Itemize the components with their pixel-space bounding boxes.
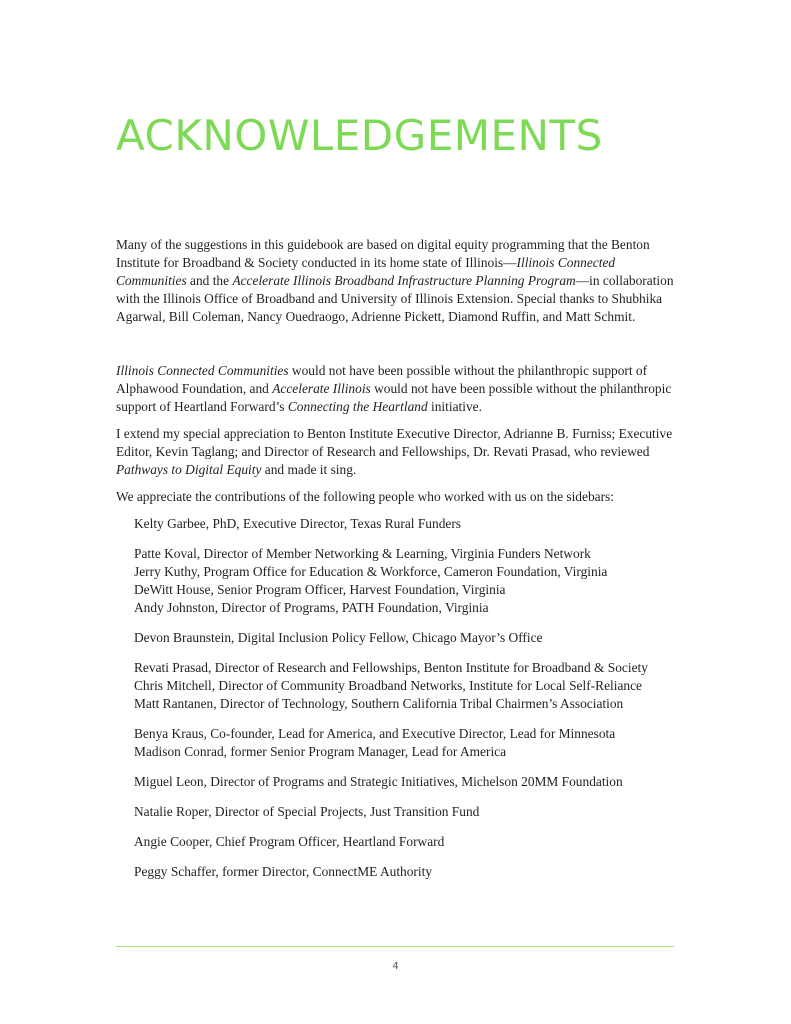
contributor-line: Miguel Leon, Director of Programs and Strategic Initiatives, Michelson 20MM Foundation — [134, 774, 623, 789]
appreciation-paragraph — [116, 425, 676, 479]
appreciation-italic-1: Pathways to Digital Equity — [116, 462, 262, 477]
support-italic-3: Connecting the Heartland — [287, 399, 428, 414]
contributor-line: Jerry Kuthy, Program Office for Education & Workforce, Cameron Foundation, Virginia — [134, 564, 608, 579]
contributor-line: Andy Johnston, Director of Programs, PATH Foundation, Virginia — [134, 600, 489, 615]
contributor-group — [134, 545, 676, 617]
contributor-group — [134, 863, 676, 881]
contributions-intro: We appreciate the contributions of the following people who worked with us on the sidebars: — [116, 489, 614, 504]
contributor-group — [134, 725, 676, 761]
contributor-line: Benya Kraus, Co-founder, Lead for America, and Executive Director, Lead for Minnesota — [134, 726, 616, 741]
contributor-line: Peggy Schaffer, former Director, ConnectME Authority — [134, 864, 433, 879]
appreciation-text-2: and made it sing. — [261, 462, 357, 477]
contributor-line: Natalie Roper, Director of Special Projects, Just Transition Fund — [134, 804, 480, 819]
body-text — [116, 236, 676, 893]
support-text-3: initiative. — [427, 399, 482, 414]
contributor-line: Devon Braunstein, Digital Inclusion Policy Fellow, Chicago Mayor’s Office — [134, 630, 543, 645]
contributor-group — [134, 629, 676, 647]
contributor-line: Matt Rantanen, Director of Technology, Southern California Tribal Chairmen’s Association — [134, 696, 624, 711]
intro-text-1: Many of the suggestions in this guidebook are based on digital equity programming that the Benton Institute for Broadband & Society conducted in its home state of Illinois— — [116, 237, 650, 270]
support-italic-1: Illinois Connected Communities — [116, 363, 289, 378]
contributor-line: DeWitt House, Senior Program Officer, Harvest Foundation, Virginia — [134, 582, 506, 597]
support-text-2: would not have been possible without the philanthropic support of Heartland Forward’s — [116, 381, 672, 414]
contributor-group — [134, 773, 676, 791]
contributor-line: Kelty Garbee, PhD, Executive Director, Texas Rural Funders — [134, 516, 461, 531]
contributor-group — [134, 515, 676, 533]
intro-text-3: —in collaboration with the Illinois Office of Broadband and University of Illinois Extension. Special thanks to Shubhika Agarwal, Bill Coleman, Nancy Ouedraogo, Adrienne Pickett, Diamond Ruffin, and Matt Schmit. — [116, 273, 674, 324]
intro-text-2: and the — [186, 273, 233, 288]
contributor-line: Madison Conrad, former Senior Program Manager, Lead for America — [134, 744, 507, 759]
contributor-line: Revati Prasad, Director of Research and Fellowships, Benton Institute for Broadband & Society — [134, 660, 648, 675]
contributor-line: Angie Cooper, Chief Program Officer, Heartland Forward — [134, 834, 445, 849]
support-text-1: would not have been possible without the philanthropic support of Alphawood Foundation, and — [116, 363, 648, 396]
intro-paragraph — [116, 236, 676, 326]
support-paragraph — [116, 362, 676, 416]
contributor-line: Chris Mitchell, Director of Community Broadband Networks, Institute for Local Self-Reliance — [134, 678, 642, 693]
contributor-group — [134, 833, 676, 851]
appreciation-text-1: I extend my special appreciation to Benton Institute Executive Director, Adrianne B. Furniss; Executive Editor, Kevin Taglang; and Director of Research and Fellowships, Dr. Revati Prasad, who reviewed — [116, 426, 673, 459]
contributors-list — [116, 515, 676, 881]
contributor-group — [134, 803, 676, 821]
page-title: ACKNOWLEDGEMENTS — [116, 111, 603, 160]
contributor-line: Patte Koval, Director of Member Networking & Learning, Virginia Funders Network — [134, 546, 591, 561]
intro-italic-1: Illinois Connected Communities — [116, 255, 616, 288]
footer-rule — [116, 946, 674, 947]
contributor-group — [134, 659, 676, 713]
page-number: 4 — [392, 961, 399, 972]
support-italic-2: Accelerate Illinois — [272, 381, 371, 396]
intro-italic-2: Accelerate Illinois Broadband Infrastructure Planning Program — [232, 273, 576, 288]
